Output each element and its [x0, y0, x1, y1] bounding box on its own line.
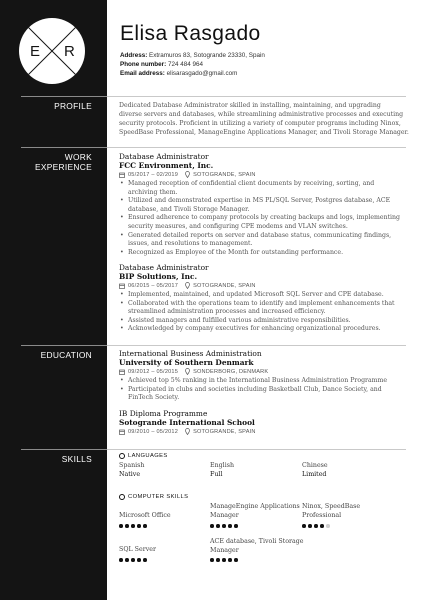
computer-skill-name-2: Manager	[210, 511, 239, 519]
skill-level-dot	[228, 558, 232, 562]
skill-level-dot	[302, 524, 306, 528]
section-title-work: WORK	[64, 152, 92, 162]
job-dates: 06/2015 – 05/2017	[128, 282, 179, 289]
bullet-item: • Generated detailed reports on server and database status, communicating findings, issues, and resolutions to management.	[119, 232, 409, 249]
computer-skill-item	[119, 512, 171, 521]
skill-level-dot	[228, 524, 232, 528]
skill-level-dot	[320, 524, 324, 528]
bullet-item: • Assisted managers and fulfilled various administrative responsibilities.	[119, 317, 409, 326]
computer-icon	[119, 494, 125, 500]
skill-level-dot	[326, 524, 330, 528]
skill-level-dot	[131, 524, 135, 528]
skill-level-dot	[216, 558, 220, 562]
skill-level-dot	[234, 524, 238, 528]
job-company: BIP Solutions, Inc.	[119, 271, 198, 281]
skill-level-dot	[137, 524, 141, 528]
bullet-item: • Managed reception of confidential client documents by receiving, sorting, and archiving them.	[119, 180, 409, 197]
computer-skill-name: SQL Server	[119, 546, 157, 553]
job-location: SOTOGRANDE, SPAIN	[193, 282, 256, 289]
bullet-item: • Collaborated with the operations team to identify and implement enhancements that streamlined administration processes and increased efficiency.	[119, 300, 409, 317]
computer-skill-name-2: Professional	[302, 511, 342, 519]
section-title-profile: PROFILE	[54, 101, 92, 111]
skill-level-dot	[314, 524, 318, 528]
language-name: English	[210, 462, 234, 469]
bullet-item: • Achieved top 5% ranking in the International Business Administration Programme	[119, 377, 409, 386]
education-meta	[119, 368, 268, 375]
profile-line: diverse servers and databases, while streamlining administrative processes and executing	[119, 111, 404, 118]
email-value: elisarasgado@gmail.com	[166, 70, 238, 77]
language-name: Chinese	[302, 462, 328, 469]
skill-level-dot	[234, 558, 238, 562]
bullet-item: • Participated in clubs and societies including Basketball Club, Dance Society, and FinTech Society.	[119, 386, 409, 403]
calendar-icon	[119, 172, 125, 178]
phone-value: 724 484 964	[167, 61, 203, 68]
skill-level-dots	[210, 558, 238, 562]
education-location: SONDERBORG, DENMARK	[193, 368, 269, 375]
phone-label: Phone number:	[120, 61, 167, 68]
bullet-item: • Implemented, maintained, and updated Microsoft SQL Server and CPE database.	[119, 291, 409, 300]
bullet-item: • Acknowledged by company executives for enhancing organizational procedures.	[119, 325, 409, 334]
bullet-item: • Recognized as Employee of the Month for outstanding performance.	[119, 249, 409, 258]
address-label: Address:	[120, 52, 148, 59]
education-dates: 09/2010 – 05/2012	[128, 428, 179, 435]
education-dates: 09/2012 – 05/2015	[128, 368, 179, 375]
contact-phone	[120, 61, 203, 69]
language-level: Native	[119, 470, 141, 478]
profile-line: security protocols. Proficient in utilizing a variety of computer programs including Ninox,	[119, 120, 401, 127]
skill-level-dot	[216, 524, 220, 528]
computer-skill-item	[302, 503, 360, 520]
skill-level-dots	[210, 524, 238, 528]
skill-level-dot	[131, 558, 135, 562]
computer-skill-name: Microsoft Office	[119, 512, 171, 519]
skill-level-dot	[119, 524, 123, 528]
contact-address	[120, 52, 265, 60]
bullet-item: • Ensured adherence to company protocols by creating backups and logs, implementing security measures, and configuring CPE modems and VLAN switches.	[119, 214, 409, 231]
skill-level-dot	[125, 558, 129, 562]
monogram-logo	[19, 18, 85, 84]
education-meta	[119, 428, 256, 435]
education-location: SOTOGRANDE, SPAIN	[193, 428, 256, 435]
education-bullets	[119, 377, 409, 403]
skill-level-dot	[119, 558, 123, 562]
language-level: Full	[210, 470, 223, 478]
location-pin-icon	[185, 428, 190, 435]
section-divider	[21, 96, 406, 97]
job-meta	[119, 171, 256, 178]
monogram-initial-e: E	[30, 43, 41, 60]
sidebar	[0, 0, 107, 600]
job-title: Database Administrator	[119, 152, 209, 161]
contact-email	[120, 70, 237, 78]
skill-level-dots	[119, 558, 147, 562]
section-title-education: EDUCATION	[40, 350, 92, 360]
calendar-icon	[119, 429, 125, 435]
language-item	[302, 462, 328, 479]
calendar-icon	[119, 369, 125, 375]
job-title: Database Administrator	[119, 263, 209, 272]
skill-level-dot	[137, 558, 141, 562]
language-icon	[119, 453, 125, 459]
location-pin-icon	[185, 368, 190, 375]
monogram-cross-icon	[19, 18, 85, 84]
section-title-work-2: EXPERIENCE	[35, 162, 92, 172]
skill-level-dot	[222, 524, 226, 528]
profile-line: Dedicated Database Administrator skilled in installing, maintaining, and upgrading	[119, 102, 381, 109]
computer-skill-item	[210, 503, 300, 520]
section-divider	[21, 449, 406, 450]
calendar-icon	[119, 283, 125, 289]
school-name: University of Southern Denmark	[119, 357, 254, 367]
computer-skill-name-2: Manager	[210, 546, 239, 554]
section-divider	[21, 345, 406, 346]
candidate-name: Elisa Rasgado	[120, 22, 261, 45]
language-item	[119, 462, 144, 479]
degree-title: International Business Administration	[119, 349, 262, 358]
skill-level-dot	[308, 524, 312, 528]
computer-skill-item	[210, 538, 304, 555]
job-bullets	[119, 180, 409, 257]
skill-level-dot	[143, 524, 147, 528]
language-level: Limited	[302, 470, 327, 478]
computer-skill-item	[119, 546, 156, 555]
skill-level-dot	[210, 558, 214, 562]
computer-skill-name: Ninox, SpeedBase	[302, 503, 361, 510]
job-meta	[119, 282, 256, 289]
email-label: Email address:	[120, 70, 165, 77]
monogram-initial-r: R	[64, 43, 75, 60]
language-name: Spanish	[119, 462, 145, 469]
job-location: SOTOGRANDE, SPAIN	[193, 171, 256, 178]
profile-line: SpeedBase Professional, ManageEngine Applications Manager, and Tivoli Storage Manager.	[119, 129, 409, 136]
language-item	[210, 462, 234, 479]
address-value: Extramuros 83, Sotogrande 23330, Spain	[149, 52, 265, 59]
skill-level-dots	[119, 524, 147, 528]
computer-skill-name: ManageEngine Applications	[210, 503, 300, 510]
skill-level-dot	[125, 524, 129, 528]
computer-skill-name: ACE database, Tivoli Storage	[210, 538, 304, 545]
job-company: FCC Environment, Inc.	[119, 160, 214, 170]
skill-level-dot	[222, 558, 226, 562]
languages-heading: LANGUAGES	[119, 453, 168, 459]
job-bullets	[119, 291, 409, 334]
bullet-item: • Utilized and demonstrated expertise in MS PL/SQL Server, Postgres database, ACE database, and Tivoli Storage Manager.	[119, 197, 409, 214]
skill-level-dot	[143, 558, 147, 562]
location-pin-icon	[185, 171, 190, 178]
skill-level-dot	[210, 524, 214, 528]
section-divider	[21, 147, 406, 148]
degree-title: IB Diploma Programme	[119, 409, 208, 418]
section-title-skills: SKILLS	[61, 454, 92, 464]
skill-level-dots	[302, 524, 330, 528]
school-name: Sotogrande International School	[119, 417, 255, 427]
location-pin-icon	[185, 282, 190, 289]
computer-skills-heading: COMPUTER SKILLS	[119, 494, 188, 500]
job-dates: 05/2017 – 02/2019	[128, 171, 179, 178]
